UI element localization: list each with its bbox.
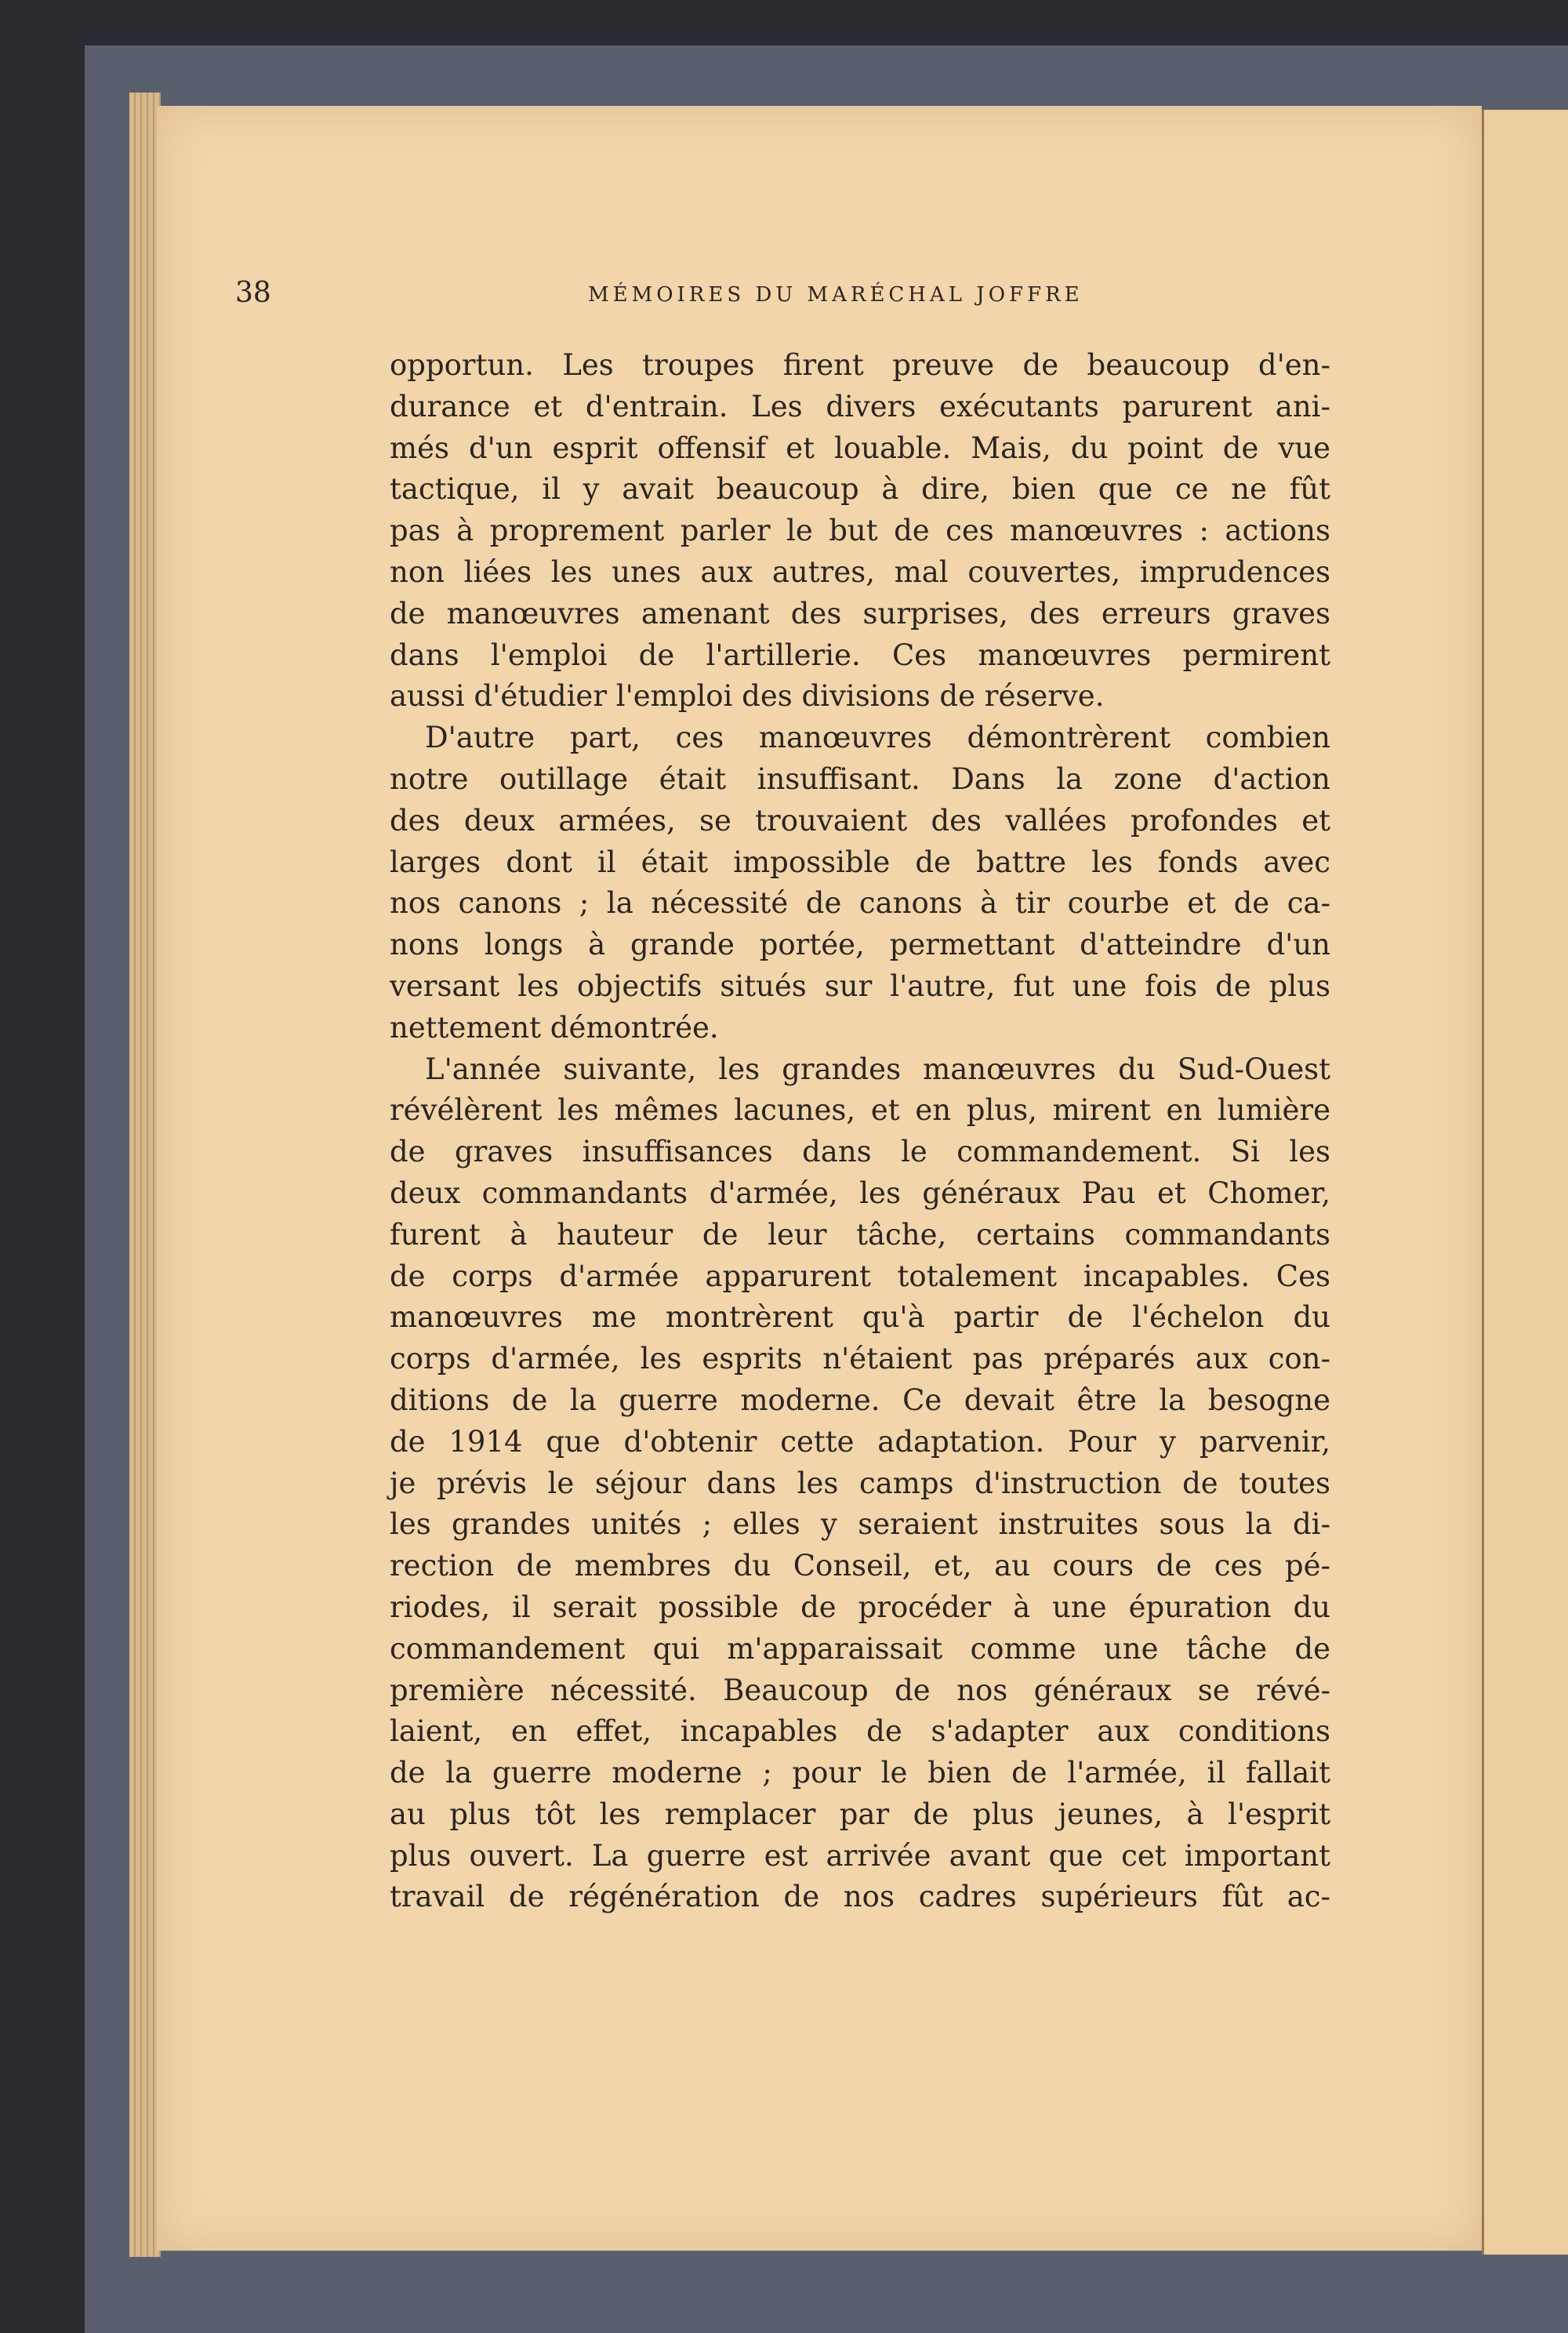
text-line: ditions de la guerre moderne. Ce devait être la besogne — [390, 1383, 1330, 1417]
text-line: pas à proprement parler le but de ces manœuvres : actions — [390, 514, 1330, 548]
text-line: commandement qui m'apparaissait comme une tâche de — [390, 1631, 1330, 1666]
book-title: MÉMOIRES DU MARÉCHAL JOFFRE — [588, 283, 1083, 307]
text-line: plus ouvert. La guerre est arrivée avant que cet important — [390, 1838, 1330, 1873]
text-line: rection de membres du Conseil, et, au cours de ces pé- — [390, 1549, 1330, 1583]
running-head — [235, 277, 1333, 316]
page-number: 38 — [235, 277, 271, 309]
text-line: notre outillage était insuffisant. Dans la zone d'action — [390, 761, 1330, 796]
paragraph-3 — [390, 1049, 1330, 1919]
text-line: première nécessité. Beaucoup de nos généraux se révé- — [390, 1673, 1330, 1707]
text-line: laient, en effet, incapables de s'adapter aux conditions — [390, 1714, 1330, 1749]
paragraph-2 — [390, 718, 1330, 1048]
text-line: corps d'armée, les esprits n'étaient pas préparés aux con- — [390, 1342, 1330, 1376]
paragraph-1 — [390, 345, 1330, 718]
text-line: nons longs à grande portée, permettant d'atteindre d'un — [390, 928, 1330, 962]
text-line: au plus tôt les remplacer par de plus jeunes, à l'esprit — [390, 1797, 1330, 1831]
text-line: més d'un esprit offensif et louable. Mais, du point de vue — [390, 431, 1330, 465]
text-line: opportun. Les troupes firent preuve de beaucoup d'en- — [390, 348, 1330, 382]
text-line: de la guerre moderne ; pour le bien de l'armée, il fallait — [390, 1756, 1330, 1790]
text-line: nos canons ; la nécessité de canons à tir courbe et de ca- — [390, 886, 1330, 921]
text-line: furent à hauteur de leur tâche, certains commandants — [390, 1217, 1330, 1252]
body-text — [390, 345, 1330, 1918]
text-line: tactique, il y avait beaucoup à dire, bien que ce ne fût — [390, 472, 1330, 507]
text-line: de 1914 que d'obtenir cette adaptation. Pour y parvenir, — [390, 1424, 1330, 1459]
page-edges — [129, 93, 161, 2257]
text-line: durance et d'entrain. Les divers exécutants parurent ani- — [390, 389, 1330, 423]
text-line: travail de régénération de nos cadres supérieurs fût ac- — [390, 1880, 1330, 1914]
text-line: de corps d'armée apparurent totalement incapables. Ces — [390, 1259, 1330, 1293]
text-line: riodes, il serait possible de procéder à une épuration du — [390, 1590, 1330, 1624]
text-line: aussi d'étudier l'emploi des divisions de réserve. — [390, 679, 1105, 714]
text-line: D'autre part, ces manœuvres démontrèrent combien — [425, 721, 1330, 755]
text-line: les grandes unités ; elles y seraient instruites sous la di- — [390, 1507, 1330, 1542]
text-line: L'année suivante, les grandes manœuvres du Sud-Ouest — [425, 1052, 1330, 1086]
text-line: des deux armées, se trouvaient des vallées profondes et — [390, 803, 1330, 838]
text-line: nettement démontrée. — [390, 1010, 719, 1045]
text-line: versant les objectifs situés sur l'autre, fut une fois de plus — [390, 968, 1330, 1003]
text-line: je prévis le séjour dans les camps d'instruction de toutes — [390, 1466, 1330, 1500]
text-line: révélèrent les mêmes lacunes, et en plus, mirent en lumière — [390, 1093, 1330, 1128]
text-line: non liées les unes aux autres, mal couvertes, imprudences — [390, 554, 1330, 589]
text-line: deux commandants d'armée, les généraux Pau et Chomer, — [390, 1176, 1330, 1210]
text-line: de manœuvres amenant des surprises, des erreurs graves — [390, 596, 1330, 630]
facing-page-edge — [1482, 110, 1568, 2255]
text-line: manœuvres me montrèrent qu'à partir de l'échelon du — [390, 1300, 1330, 1335]
text-line: de graves insuffisances dans le commandement. Si les — [390, 1135, 1330, 1169]
text-line: larges dont il était impossible de battre les fonds avec — [390, 845, 1330, 879]
text-line: dans l'emploi de l'artillerie. Ces manœuvres permirent — [390, 638, 1330, 672]
